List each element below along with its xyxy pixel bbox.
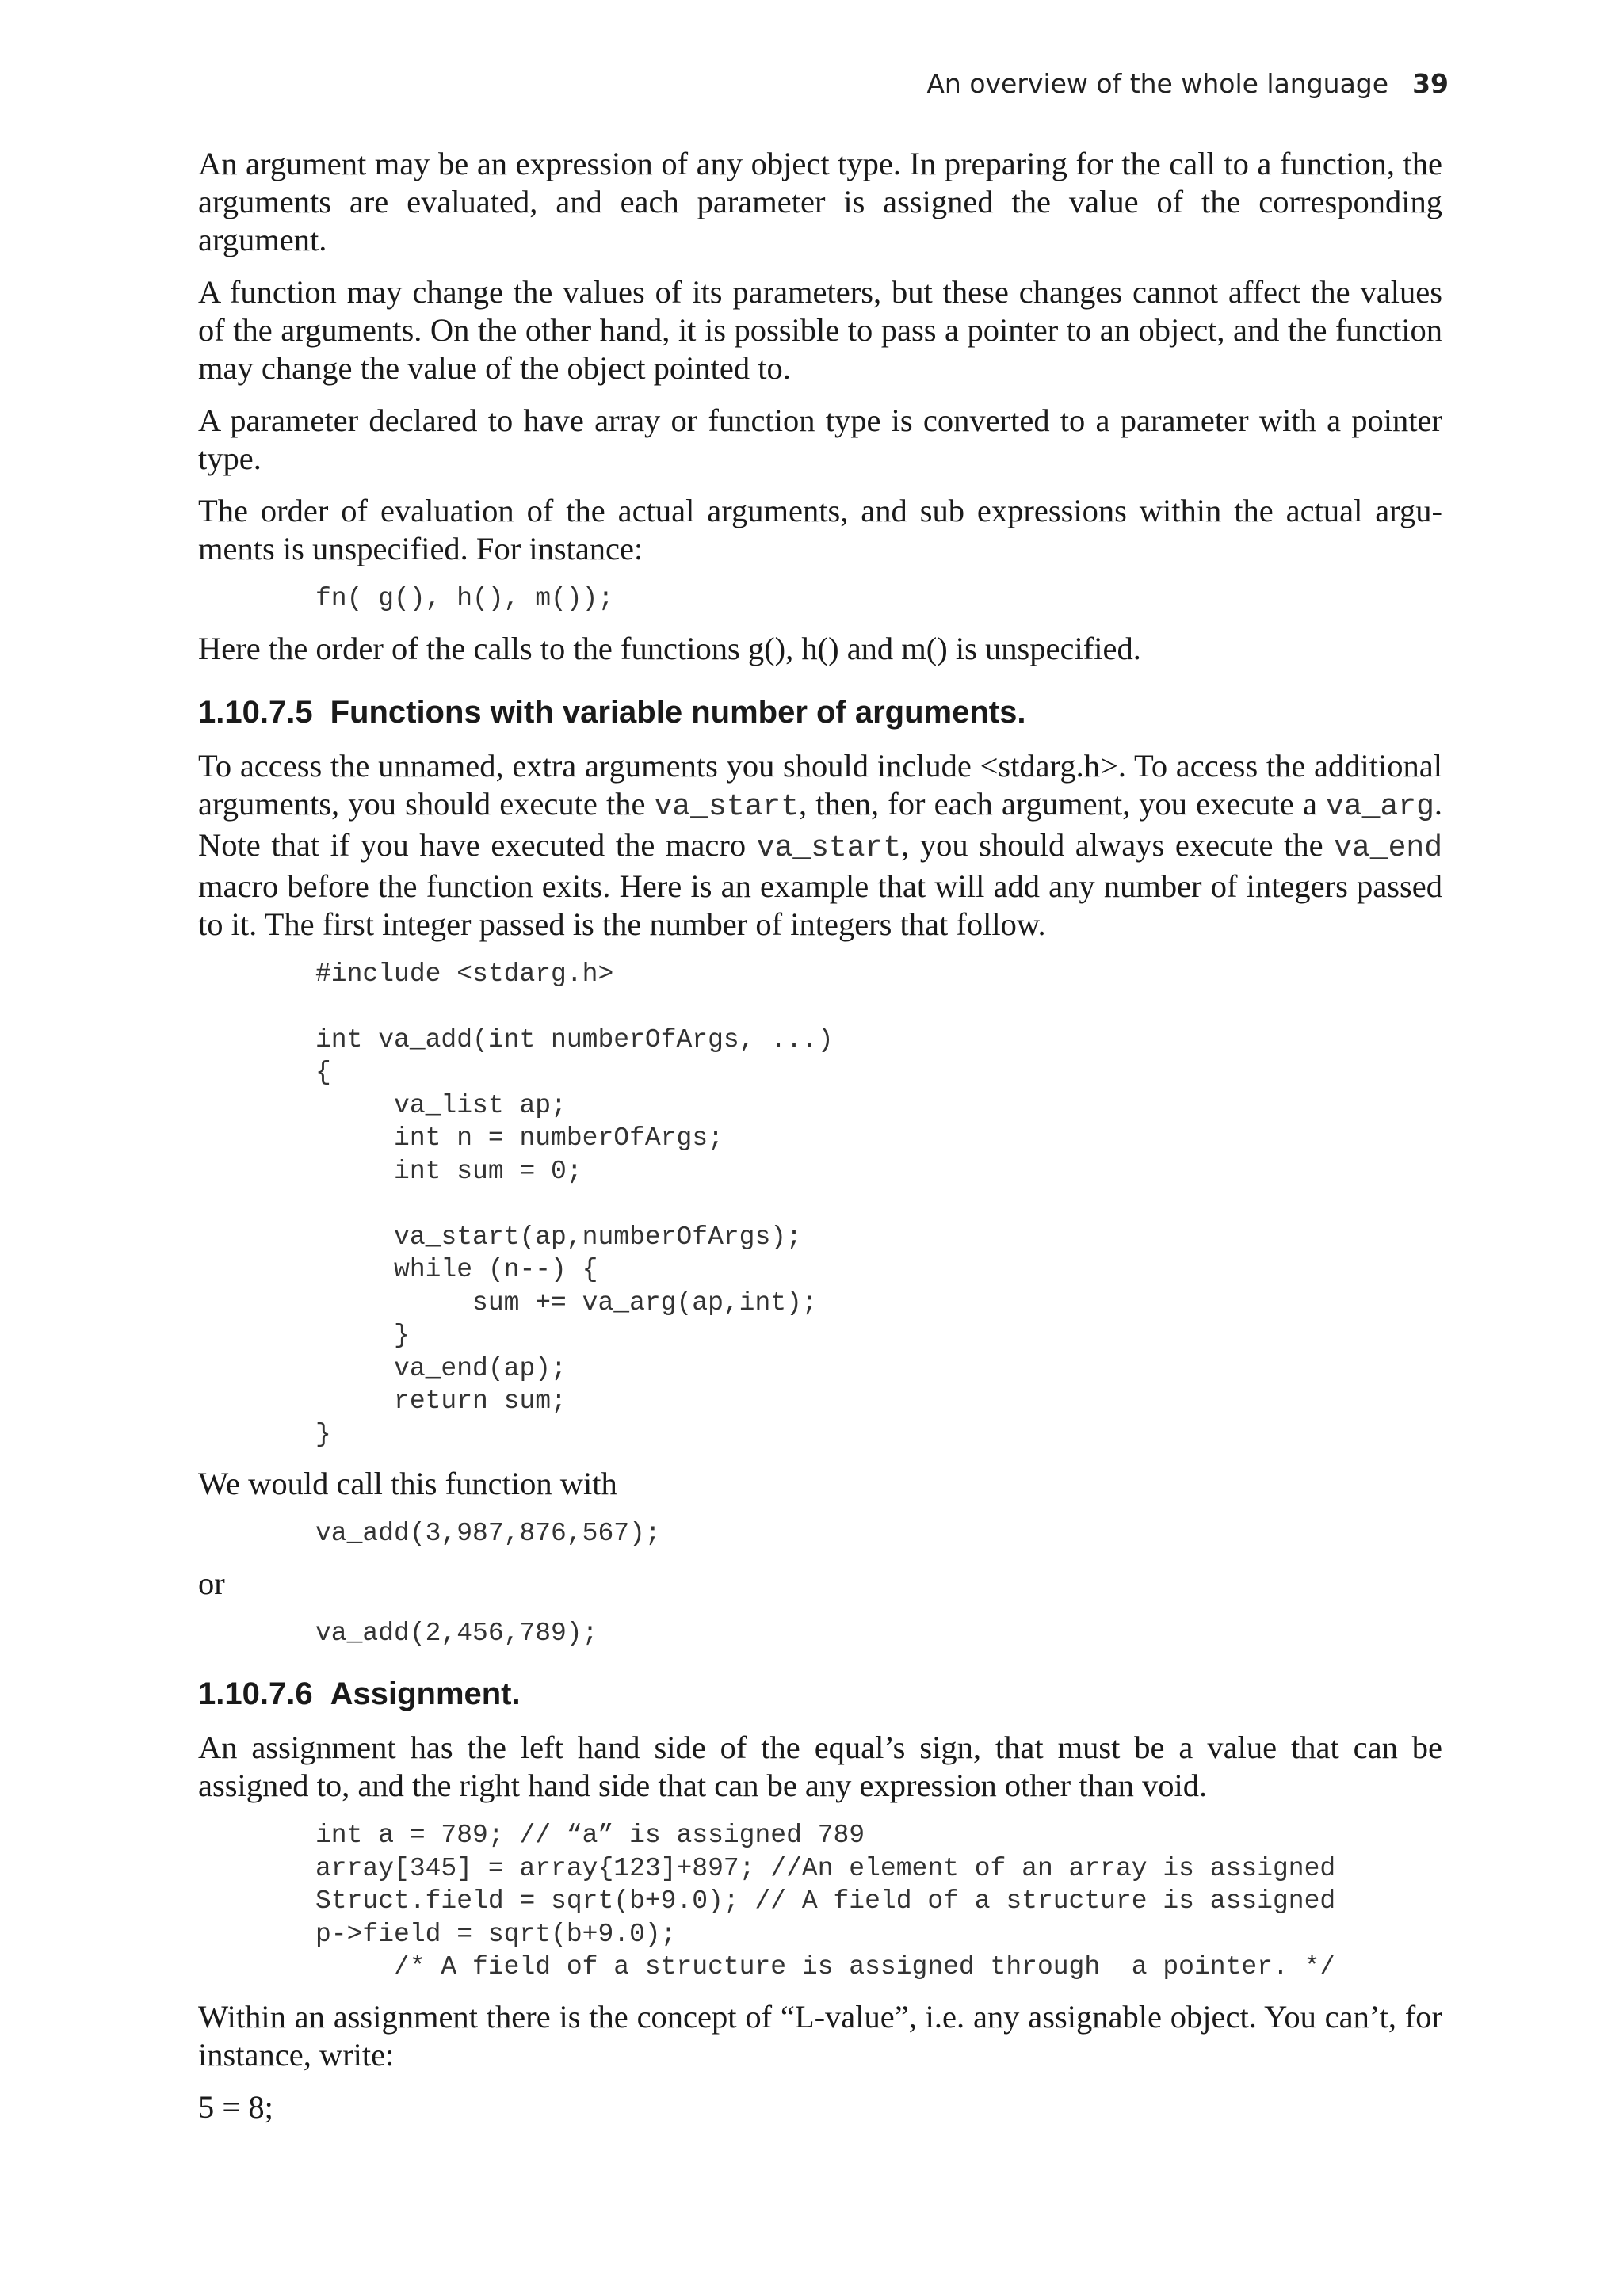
paragraph-unspecified: Here the order of the calls to the functions g(), h() and m() is unspecified. xyxy=(198,630,1141,666)
page-body xyxy=(198,145,1442,2141)
code-va-add-function: #include <stdarg.h> int va_add(int numberOfArgs, ...) { va_list ap; int n = numberOfArgs; int sum = 0; va_start(ap,numberOfArgs); while (n--) { sum += va_arg(ap,int); } va_end(ap); return sum; } xyxy=(315,959,834,1449)
code-call-example-1: va_add(3,987,876,567); xyxy=(315,1519,661,1548)
paragraph-call-intro: We would call this function with xyxy=(198,1466,617,1501)
inline-code-va-arg: va_arg xyxy=(1326,789,1434,824)
paragraph-stdarg xyxy=(198,747,1442,944)
section-heading-variable-args xyxy=(198,693,1442,731)
section-title: Assignment. xyxy=(330,1676,521,1711)
text-run: , then, for each argument, you execute a xyxy=(799,785,1327,822)
text-run: macro before the function exits. Here is an example that will add any number of integers passed to it. The first integer passed is the number of integers that follow. xyxy=(198,868,1442,942)
paragraph-arguments: An argument may be an expression of any object type. In preparing for the call to a function, the arguments are evaluated, and each parameter is assigned the value of the corresponding argument. xyxy=(198,146,1442,257)
paragraph-parameters: A function may change the values of its parameters, but these changes cannot affect the values of the arguments. On the other hand, it is possible to pass a pointer to an object, and the function may change the value of the object pointed to. xyxy=(198,274,1442,386)
text-run: , you should always execute the xyxy=(901,826,1335,863)
section-number: 1.10.7.6 xyxy=(198,1676,313,1711)
inline-code-va-start: va_start xyxy=(756,830,902,865)
paragraph-or: or xyxy=(198,1565,225,1601)
inline-code-va-start: va_start xyxy=(654,789,800,824)
paragraph-assignment: An assignment has the left hand side of the equal’s sign, that must be a value that can be assigned to, and the right hand side that can be any expression other than void. xyxy=(198,1730,1442,1803)
running-title: An overview of the whole language xyxy=(926,68,1389,99)
section-heading-assignment xyxy=(198,1675,1442,1713)
text-run: To access the unnamed, extra arguments you should include <stdarg.h>. To access the additional arguments, you should execute the xyxy=(198,747,1442,822)
code-assignment-examples: int a = 789; // “a” is assigned 789 array[345] = array{123]+897; //An element of an array is assigned Struct.field = sqrt(b+9.0); // A field of a structure is assigned p->field = sqrt(b+9.0); /* A field of a structure is assigned through a pointer. */ xyxy=(315,1821,1336,1981)
inline-code-va-end: va_end xyxy=(1334,830,1442,865)
section-number: 1.10.7.5 xyxy=(198,694,313,730)
paragraph-array-parameter: A parameter declared to have array or function type is converted to a parameter with a pointer type. xyxy=(198,402,1442,476)
text-run: . Note that if you have executed the macro xyxy=(198,785,1442,863)
code-fn-call: fn( g(), h(), m()); xyxy=(315,584,614,613)
running-header xyxy=(926,68,1449,99)
code-call-example-2: va_add(2,456,789); xyxy=(315,1618,598,1648)
section-title: Functions with variable number of arguments. xyxy=(330,694,1026,730)
page-number: 39 xyxy=(1412,68,1449,99)
paragraph-l-value: Within an assignment there is the concept of “L-value”, i.e. any assignable object. You can’t, for instance, write: xyxy=(198,1998,1442,2073)
paragraph-evaluation-order: The order of evaluation of the actual arguments, and sub expressions within the actual arguments is unspecified. For instance: xyxy=(198,493,1442,566)
paragraph-example: 5 = 8; xyxy=(198,2088,273,2125)
